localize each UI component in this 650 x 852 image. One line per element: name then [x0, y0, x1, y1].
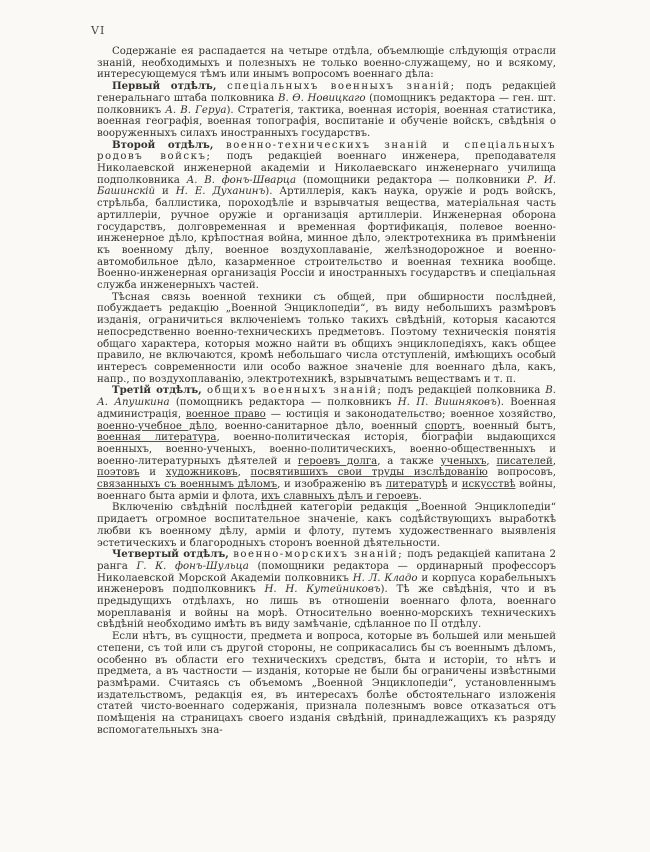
text-segment: ). Военная администрація, [97, 397, 556, 420]
text-segment-sp: военно-морскихъ знаній; [233, 549, 404, 561]
text-segment: , военно-политическая исторія, біографіи выдающихся военныхъ, военно-ученыхъ, военно-политическихъ, военно-общественныхъ и военно-литературныхъ дѣятелей и [97, 432, 556, 467]
text-segment-u: связанныхъ съ военнымъ дѣломъ [97, 479, 278, 491]
text-segment-u: военное право [185, 408, 266, 420]
text-segment: Тѣсная связь военной техники съ общей, при обширности послѣдней, побуждаетъ редакцію „Военной Энциклопедіи“, въ виду небольшихъ размѣровъ изданія, ограничиться включеніемъ только такихъ свѣдѣній, которыя касаются непосредственно военно-техническихъ предметовъ. Поэтому техническія понятія общаго характера, которыя можно найти въ общихъ энциклопедіяхъ, какъ общее правило, не включаются, кромѣ небольшаго числа отступленій, имѣющихъ особый интересъ современности или особо важное значеніе для военнаго дѣла, какъ, напр., по воздухоплаванію, электротехникѣ, взрывчатымъ веществамъ и т. п. [97, 291, 556, 385]
text-segment-b: Четвертый отдѣлъ, [112, 548, 234, 561]
text-segment-u: посвятившихъ свои труды изслѣдованію [250, 467, 488, 479]
text-segment: ). Стратегія, тактика, военная исторія, военная статистика, военная географія, военная топографія, воспитаніе и обученіе войскъ, свѣдѣнія о вооруженныхъ силахъ иностранныхъ государствъ. [97, 104, 556, 139]
text-segment-u: поэтовъ [97, 467, 140, 479]
text-segment: ). Тѣ же свѣдѣнія, что и въ предыдущихъ отдѣлахъ, но лишь въ отношеніи военнаго флота, военнаго мореплаванія и войны на морѣ. Относительно военно-морскихъ техническихъ свѣдѣній необходимо имѣть въ виду замѣчаніе, сдѣланное по II отдѣлу. [97, 584, 556, 631]
text-segment: и [155, 186, 176, 198]
page-number: VI [91, 24, 106, 37]
text-segment: Если нѣтъ, въ сущности, предмета и вопроса, которые въ большей или меньшей степени, съ той или съ другой стороны, не соприкасались бы съ военнымъ дѣломъ, особенно въ области его техническихъ средствъ, быта и исторіи, то нѣтъ и предмета, а въ частности — изданія, которые не были бы ограничены извѣстными размѣрами. Считаясь съ объемомъ „Военной Энциклопедіи“, установленнымъ издательствомъ, редакція ея, въ интересахъ болѣе обстоятельнаго изложенія статей чисто-военнаго содержанія, признала полезнымъ вовсе отказаться отъ помѣщенія на страницахъ своего изданія свѣдѣній, принадлежащихъ къ разряду вспомогательныхъ зна- [97, 631, 556, 736]
text-segment-sp: общихъ военныхъ знаній; [206, 385, 383, 397]
text-segment-b: Первый отдѣлъ, [112, 80, 228, 93]
text-segment: , а также [377, 455, 441, 467]
paragraph [97, 502, 556, 549]
text-segment-i: Г. К. фонъ-Шульца [136, 560, 249, 572]
text-segment: Включенію свѣдѣній послѣдней категоріи редакція „Военной Энциклопедіи“ придаетъ огромное воспитательное значеніе, какъ содѣйствующихъ выработкѣ любви къ военному дѣлу, арміи и флоту, путемъ художественнаго выявленія эстетическихъ и благородныхъ сторонъ военной дѣятельности. [97, 502, 556, 549]
text-segment-b: Второй отдѣлъ, [112, 138, 227, 151]
text-segment: войны, военнаго быта арміи и флота, [97, 479, 556, 502]
text-segment: , [237, 467, 251, 479]
text-segment-u: художниковъ [165, 467, 238, 479]
paragraph [97, 631, 556, 736]
text-segment-u: ученыхъ [440, 455, 487, 467]
text-segment: Содержаніе ея распадается на четыре отдѣла, объемлющіе слѣдующія отрасли знаній, необходимыхъ и полезныхъ не только военно-служащему, но и всякому, интересующемуся тѣмъ или инымъ вопросомъ военнаго дѣла: [97, 46, 556, 81]
text-segment-i: А. В. Геруа [165, 104, 227, 116]
text-segment-u: писателей [496, 455, 553, 467]
text-segment-u: литературѣ [385, 479, 448, 491]
text-segment-u: военно-учебное дѣло [97, 420, 215, 432]
paragraph [97, 81, 556, 140]
text-segment-u: спортъ [424, 420, 463, 432]
text-segment: , и изображенію въ [277, 479, 386, 491]
text-segment: и корпуса корабельныхъ инженеровъ подполковникъ [97, 572, 556, 596]
paragraph [97, 46, 556, 81]
text-segment-i: Н. Н. Кутейниковъ [264, 584, 381, 596]
text-segment: и [139, 467, 166, 479]
page-body [97, 46, 556, 736]
text-segment-sp: спеціальныхъ военныхъ знаній; [227, 81, 456, 93]
text-segment-i: Р. И. Башинскій [97, 174, 556, 198]
text-segment: вопросовъ, [487, 467, 556, 479]
text-segment: . [418, 490, 422, 502]
text-segment: подъ редакціей военнаго инженера, преподавателя Николаевской инженерной академіи и Николаевскаго инженернаго училища подполковника [97, 151, 556, 186]
text-segment: , военный бытъ, [462, 420, 556, 432]
text-segment-i: Н. П. Вишняковъ [397, 397, 497, 409]
text-segment-i: В. А. Апушкина [97, 385, 556, 409]
text-segment: (помощники редактора — полковники [296, 174, 528, 186]
text-segment: , военно-санитарное дѣло, военный [214, 420, 425, 432]
text-segment-b: Третій отдѣлъ, [112, 384, 207, 397]
text-segment: подъ редакціей капитана 2 ранга [97, 549, 556, 572]
paragraph [97, 549, 556, 631]
text-segment-i: В. Ѳ. Новицкаго [277, 92, 366, 104]
text-segment-u: ихъ славныхъ дѣлъ и героевъ [261, 490, 419, 502]
paragraph [97, 292, 556, 386]
text-segment-u: военная литература [97, 432, 217, 444]
text-segment-i: Н. Е. Духанинъ [175, 186, 266, 198]
text-segment-i: А. В. фонъ-Шварца [186, 174, 297, 186]
text-segment: (помощникъ редактора — ген. шт. полковникъ [97, 92, 556, 116]
text-segment: ). Артиллерія, какъ наука, оружіе и родъ войскъ, стрѣльба, баллистика, пороходѣліе и взрывчатыя вещества, матеріальная часть артиллеріи, ручное оружіе и организація артиллеріи. Инженерная оборона государствъ, долговременная и временная фортификація, полевое военно-инженерное дѣло, крѣпостная война, минное дѣло, электротехника въ примѣненіи къ военному дѣлу, военное воздухоплаваніе, желѣзнодорожное и военно-автомобильное дѣло, казарменное строительство и военная техника вообще. Военно-инженерная организація Россіи и иностранныхъ государствъ и спеціальная служба инженерныхъ частей. [97, 186, 556, 292]
text-segment-u: героевъ долга [297, 455, 378, 467]
text-segment: , [552, 455, 557, 467]
text-segment: подъ редакціей полковника [382, 385, 546, 397]
paragraph [97, 385, 556, 502]
text-segment-u: искусствѣ [461, 479, 516, 491]
text-segment-i: Н. Л. Кладо [352, 572, 418, 584]
text-segment-sp: военно-техническихъ знаній и спеціальныхъ родовъ войскъ; [97, 139, 556, 163]
text-segment: (помощникъ редактора — полковникъ [169, 397, 398, 409]
text-segment: подъ редакціей генеральнаго штаба полковника [97, 81, 557, 104]
text-segment: — юстиція и законодательство; военное хозяйство, [265, 408, 556, 420]
text-segment: и [447, 479, 462, 491]
paragraph [97, 140, 556, 292]
text-segment: , [486, 455, 497, 467]
text-segment: (помощники редактора — ординарный профессоръ Николаевской Морской Академіи полковникъ [97, 560, 556, 584]
